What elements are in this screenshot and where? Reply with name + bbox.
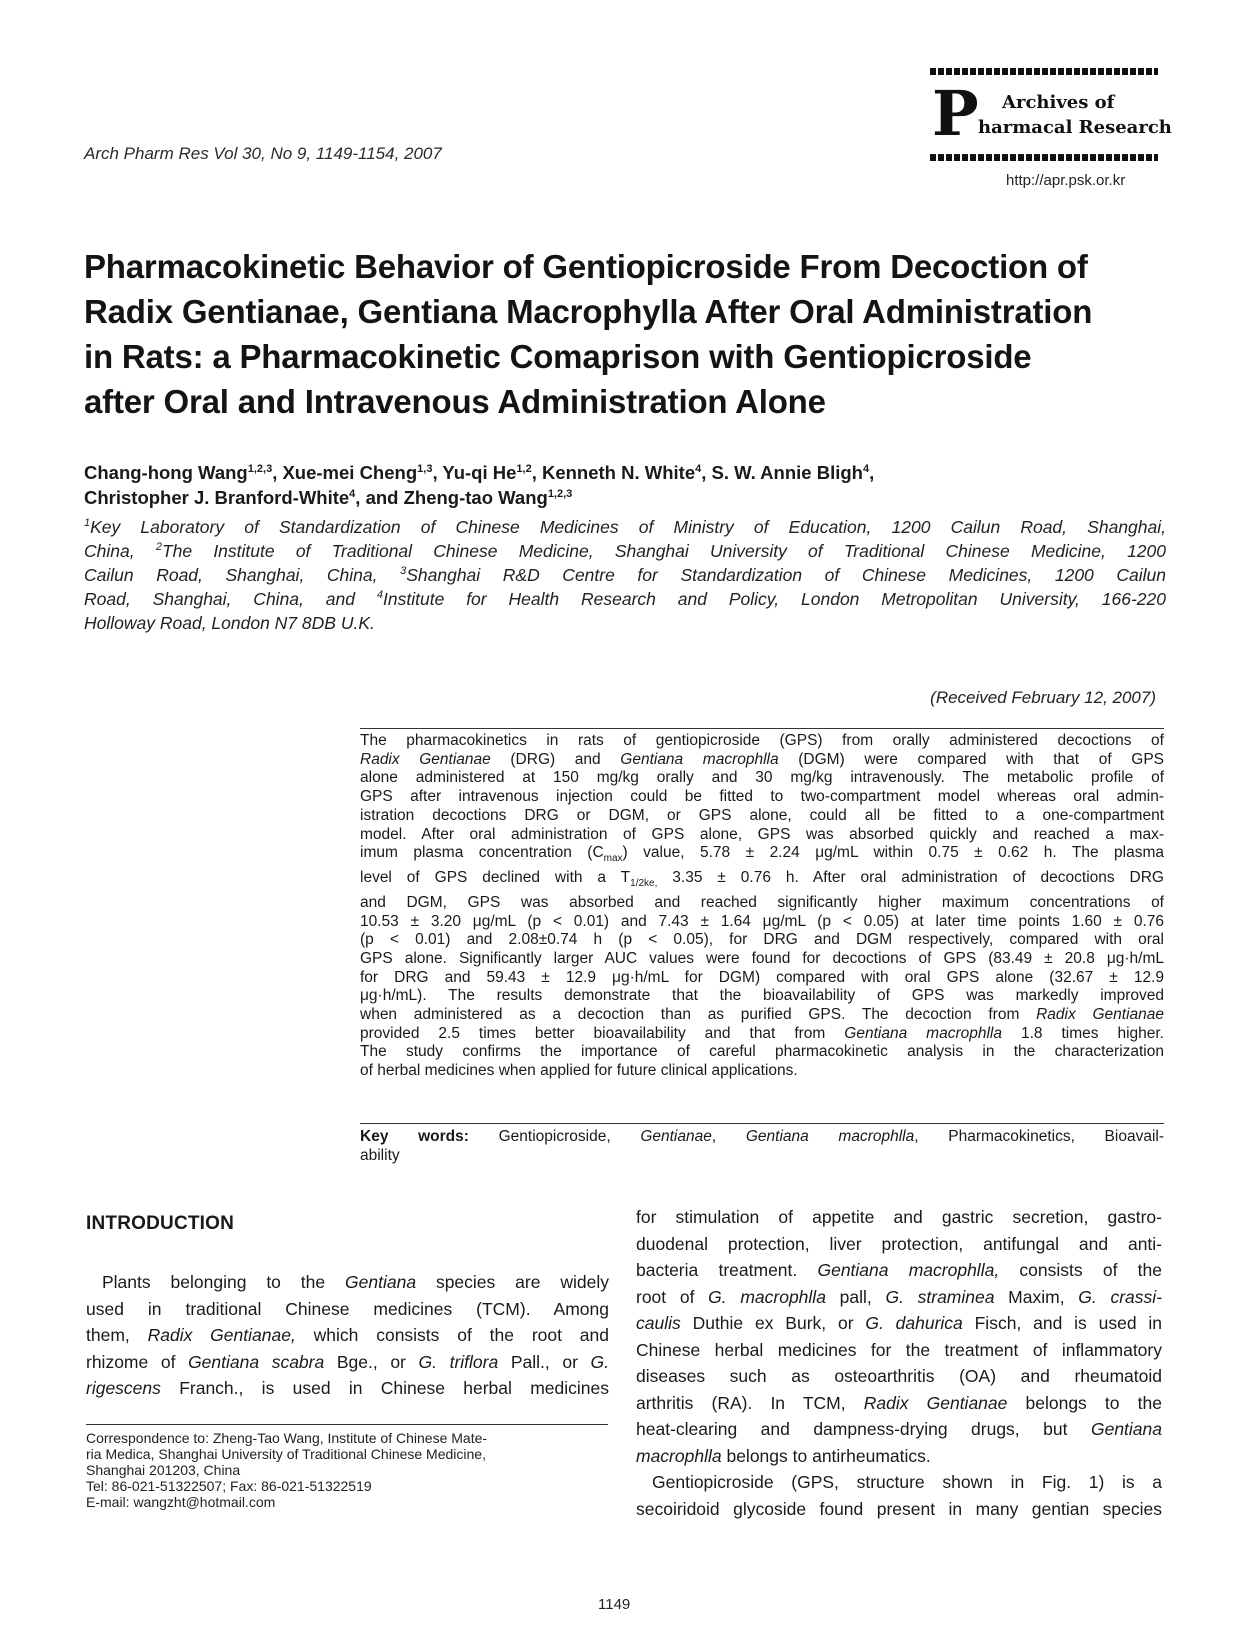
body-line: Gentiopicroside (GPS, structure shown in Fig. 1) is a (652, 1472, 1162, 1492)
subscript: 1/2ke, (630, 878, 658, 890)
journal-logo (930, 68, 1172, 160)
logo-bottom-rule (930, 154, 1158, 161)
author-name: , Xue-mei Cheng (272, 462, 418, 483)
body-line (86, 1322, 609, 1349)
species-name: Gentiana scabra (188, 1351, 325, 1372)
author-line (84, 460, 1164, 485)
body-line (636, 1443, 1162, 1470)
author-name: , Kenneth N. White (531, 462, 696, 483)
abstract-line (360, 844, 1164, 869)
affiliation-marker: 1,2,3 (547, 487, 573, 500)
body-line (636, 1390, 1162, 1417)
affiliation-text: Institute for Health Research and Policy, London Metropolitan University, 166-220 (383, 589, 1167, 609)
species-name: Radix Gentianae, (147, 1325, 296, 1345)
title-line: Radix Gentianae, Gentiana Macrophylla After Oral Administration (84, 293, 1093, 330)
affiliation-text: The Institute of Traditional Chinese Medicine, Shanghai University of Traditional Chinese Medicine, 1200 (161, 541, 1166, 561)
author-name: Chang-hong Wang (84, 462, 248, 483)
keywords-line (360, 1127, 1164, 1146)
author-separator: , (869, 462, 875, 483)
abstract-text: provided 2.5 times better bioavailability and that from (360, 1024, 845, 1042)
keywords (360, 1123, 1164, 1165)
author-name: Christopher J. Branford-White (84, 487, 350, 508)
keyword: Gentiana macrophlla (745, 1128, 915, 1145)
affiliation-line (84, 563, 1166, 587)
abstract-line: and DGM, GPS was absorbed and reached significantly higher maximum concentrations of (360, 893, 1164, 911)
left-column-text (86, 1269, 609, 1402)
footnote-divider (86, 1424, 608, 1425)
journal-citation: Arch Pharm Res Vol 30, No 9, 1149-1154, 2007 (84, 144, 442, 163)
abstract-line (360, 869, 1164, 894)
paper-title (84, 244, 1184, 424)
keyword-separator: , (711, 1128, 746, 1145)
affiliation-text: Key Laboratory of Standardization of Chinese Medicines of Ministry of Education, 1200 Cailun Road, Shanghai, (90, 517, 1166, 537)
affiliations (84, 515, 1166, 635)
body-text: belongs to the (1007, 1392, 1162, 1413)
body-line: for stimulation of appetite and gastric secretion, gastro- (636, 1207, 1162, 1227)
footnote-line: ria Medica, Shanghai University of Traditional Chinese Medicine, (86, 1446, 486, 1462)
author-name: , S. W. Annie Bligh (701, 462, 863, 483)
affiliation-text: Cailun Road, Shanghai, China, (84, 565, 401, 585)
body-text: which consists of the root and (295, 1325, 610, 1345)
abstract-text: 3.35 ± 0.76 h. After oral administration of decoctions DRG (657, 869, 1164, 887)
affiliation-line (84, 539, 1166, 563)
species-name: macrophlla (636, 1445, 722, 1466)
species-name: Radix Gentianae (360, 750, 491, 768)
author-line (84, 485, 1164, 510)
abstract-text: imum plasma concentration (C (360, 844, 604, 862)
abstract-text: ) value, 5.78 ± 2.24 μg/mL within 0.75 ± 0.62 h. The plasma (622, 844, 1164, 862)
body-text: Franch., is used in Chinese herbal medicines (160, 1378, 609, 1398)
body-text: Plants belonging to the (102, 1272, 346, 1292)
body-line: used in traditional Chinese medicines (TCM). Among (86, 1298, 609, 1319)
journal-url[interactable]: http://apr.psk.or.kr (1006, 172, 1126, 189)
keyword: Gentiopicroside, (468, 1128, 641, 1145)
logo-initial: P (932, 77, 979, 150)
body-text: species are widely (416, 1272, 609, 1292)
abstract-line: for DRG and 59.43 ± 12.9 μg·h/mL for DGM) compared with oral GPS alone (32.67 ± 12.9 (360, 968, 1164, 986)
logo-line-2: harmacal Research (978, 117, 1172, 138)
body-line (636, 1284, 1162, 1311)
abstract-text: 1.8 times higher. (1001, 1024, 1164, 1042)
abstract-line: (p < 0.01) and 2.08±0.74 h (p < 0.05), for DRG and DGM respectively, compared with oral (360, 931, 1164, 949)
affiliation-marker: 1 (84, 517, 91, 530)
footnote-email[interactable]: E-mail: wangzht@hotmail.com (86, 1494, 276, 1510)
body-line (636, 1257, 1162, 1284)
body-text: arthritis (RA). In TCM, (636, 1392, 864, 1413)
abstract-line (360, 751, 1164, 770)
species-name: Gentiana macrophlla (844, 1024, 1002, 1042)
title-line: after Oral and Intravenous Administration Alone (84, 383, 826, 420)
affiliation-marker: 1,3 (417, 462, 433, 475)
affiliation-marker: 4 (349, 487, 356, 500)
abstract-text: when administered as a decoction than as purified GPS. The decoction from (360, 1006, 1037, 1024)
body-line (636, 1416, 1162, 1443)
species-name: G. straminea (885, 1286, 995, 1307)
affiliation-line (84, 515, 1166, 539)
abstract-line: GPS after intravenous injection could be fitted to two-compartment model whereas oral admin- (360, 788, 1164, 806)
abstract-line: model. After oral administration of GPS alone, GPS was absorbed quickly and reached a max- (360, 825, 1164, 843)
species-name: caulis (636, 1313, 681, 1333)
page-number: 1149 (598, 1596, 631, 1613)
abstract-text: (DGM) were compared with that of GPS (778, 750, 1164, 768)
body-text: root of (636, 1286, 709, 1307)
abstract-text: (DRG) and (490, 750, 621, 768)
body-line: duodenal protection, liver protection, antifungal and anti- (636, 1233, 1162, 1254)
abstract-line: μg·h/mL). The results demonstrate that the bioavailability of GPS was markedly improved (360, 987, 1164, 1005)
species-name: Radix Gentianae (863, 1392, 1008, 1413)
abstract-line (360, 1025, 1164, 1044)
affiliation-marker: 1,2,3 (247, 462, 273, 475)
keywords-line: ability (360, 1147, 400, 1164)
species-name: Gentiana (345, 1272, 417, 1292)
species-name: G. dahurica (865, 1313, 963, 1333)
keywords-label: Key words: (360, 1128, 469, 1145)
body-text: Pall., or (498, 1351, 591, 1372)
logo-top-rule (930, 68, 1158, 75)
affiliation-line (84, 587, 1166, 611)
affiliation-text: China, (84, 541, 156, 561)
affiliation-marker: 2 (155, 541, 162, 554)
abstract-line: of herbal medicines when applied for future clinical applications. (360, 1062, 798, 1080)
abstract-line: 10.53 ± 3.20 μg/mL (p < 0.01) and 7.43 ± 1.64 μg/mL (p < 0.05) at later time points 1.60 ± 0.76 (360, 912, 1164, 930)
author-name: , and Zheng-tao Wang (355, 487, 548, 508)
affiliation-marker: 1,2 (516, 462, 532, 475)
species-name: Gentiana macrophlla, (817, 1260, 1000, 1280)
keyword: , Pharmacokinetics, Bioavail- (914, 1128, 1164, 1145)
body-line (86, 1375, 609, 1402)
body-text: Fisch, and is used in (962, 1313, 1162, 1333)
body-text: consists of the (999, 1260, 1162, 1280)
body-text: Duthie ex Burk, or (680, 1313, 866, 1333)
abstract (360, 728, 1164, 1081)
body-line: secoiridoid glycoside found present in many gentian species (636, 1498, 1162, 1519)
subscript: max (603, 853, 623, 865)
species-name: G. triflora (418, 1351, 499, 1372)
species-name: Gentiana (1090, 1419, 1162, 1439)
abstract-line (360, 1006, 1164, 1025)
author-name: , Yu-qi He (432, 462, 517, 483)
title-line: Pharmacokinetic Behavior of Gentiopicroside From Decoction of (84, 248, 1088, 285)
affiliation-marker: 4 (376, 589, 384, 602)
section-heading: INTRODUCTION (86, 1213, 235, 1234)
footnote-line: Shanghai 201203, China (86, 1462, 241, 1478)
affiliation-text: Shanghai R&D Centre for Standardization of Chinese Medicines, 1200 Cailun (406, 565, 1166, 585)
species-name: G. crassi- (1078, 1286, 1162, 1307)
species-name: G. macrophlla (708, 1286, 826, 1307)
body-line (86, 1349, 609, 1376)
affiliation-marker: 4 (862, 462, 870, 475)
body-line (636, 1310, 1162, 1337)
body-text: pall, (825, 1286, 886, 1307)
footnote-line: Tel: 86-021-51322507; Fax: 86-021-51322519 (86, 1478, 372, 1494)
body-text: rhizome of (86, 1351, 189, 1372)
species-name: rigescens (86, 1378, 161, 1398)
abstract-line: The study confirms the importance of careful pharmacokinetic analysis in the characterization (360, 1043, 1164, 1061)
body-text: Maxim, (994, 1286, 1079, 1307)
body-line (86, 1269, 609, 1296)
received-date: (Received February 12, 2007) (930, 688, 1156, 707)
correspondence-footnote (86, 1430, 608, 1510)
abstract-text: level of GPS declined with a T (360, 869, 631, 887)
keyword: Gentianae (640, 1128, 712, 1145)
body-line: diseases such as osteoarthritis (OA) and rheumatoid (636, 1366, 1162, 1386)
body-text: bacteria treatment. (636, 1260, 818, 1280)
abstract-line: alone administered at 150 mg/kg orally and 30 mg/kg intravenously. The metabolic profile of (360, 769, 1164, 787)
abstract-line: The pharmacokinetics in rats of gentiopicroside (GPS) from orally administered decoctions of (360, 732, 1164, 749)
body-line: Chinese herbal medicines for the treatment of inflammatory (636, 1339, 1162, 1360)
body-text: heat-clearing and dampness-drying drugs, but (636, 1419, 1091, 1439)
abstract-line: istration decoctions DRG or DGM, or GPS alone, could all be fitted to a one-compartment (360, 806, 1164, 824)
species-name: Gentiana macrophlla (620, 750, 779, 768)
title-line: in Rats: a Pharmacokinetic Comaprison with Gentiopicroside (84, 338, 1032, 375)
footnote-line: Correspondence to: Zheng-Tao Wang, Institute of Chinese Mate- (86, 1430, 488, 1446)
right-column-text (636, 1204, 1162, 1522)
species-name: Radix Gentianae (1036, 1006, 1164, 1024)
affiliation-marker: 4 (695, 462, 702, 475)
affiliation-text: Road, Shanghai, China, and (84, 589, 377, 609)
author-list (84, 460, 1164, 510)
abstract-line: GPS alone. Significantly larger AUC values were found for decoctions of GPS (83.49 ± 20.8 μg·h/mL (360, 949, 1164, 967)
logo-line-1: Archives of (1002, 92, 1115, 113)
affiliation-marker: 3 (400, 565, 407, 578)
affiliation-line: Holloway Road, London N7 8DB U.K. (84, 613, 375, 633)
body-text: them, (86, 1325, 148, 1345)
body-text: belongs to antirheumatics. (721, 1445, 931, 1466)
species-name: G. (590, 1351, 610, 1372)
body-text: Bge., or (324, 1351, 419, 1372)
